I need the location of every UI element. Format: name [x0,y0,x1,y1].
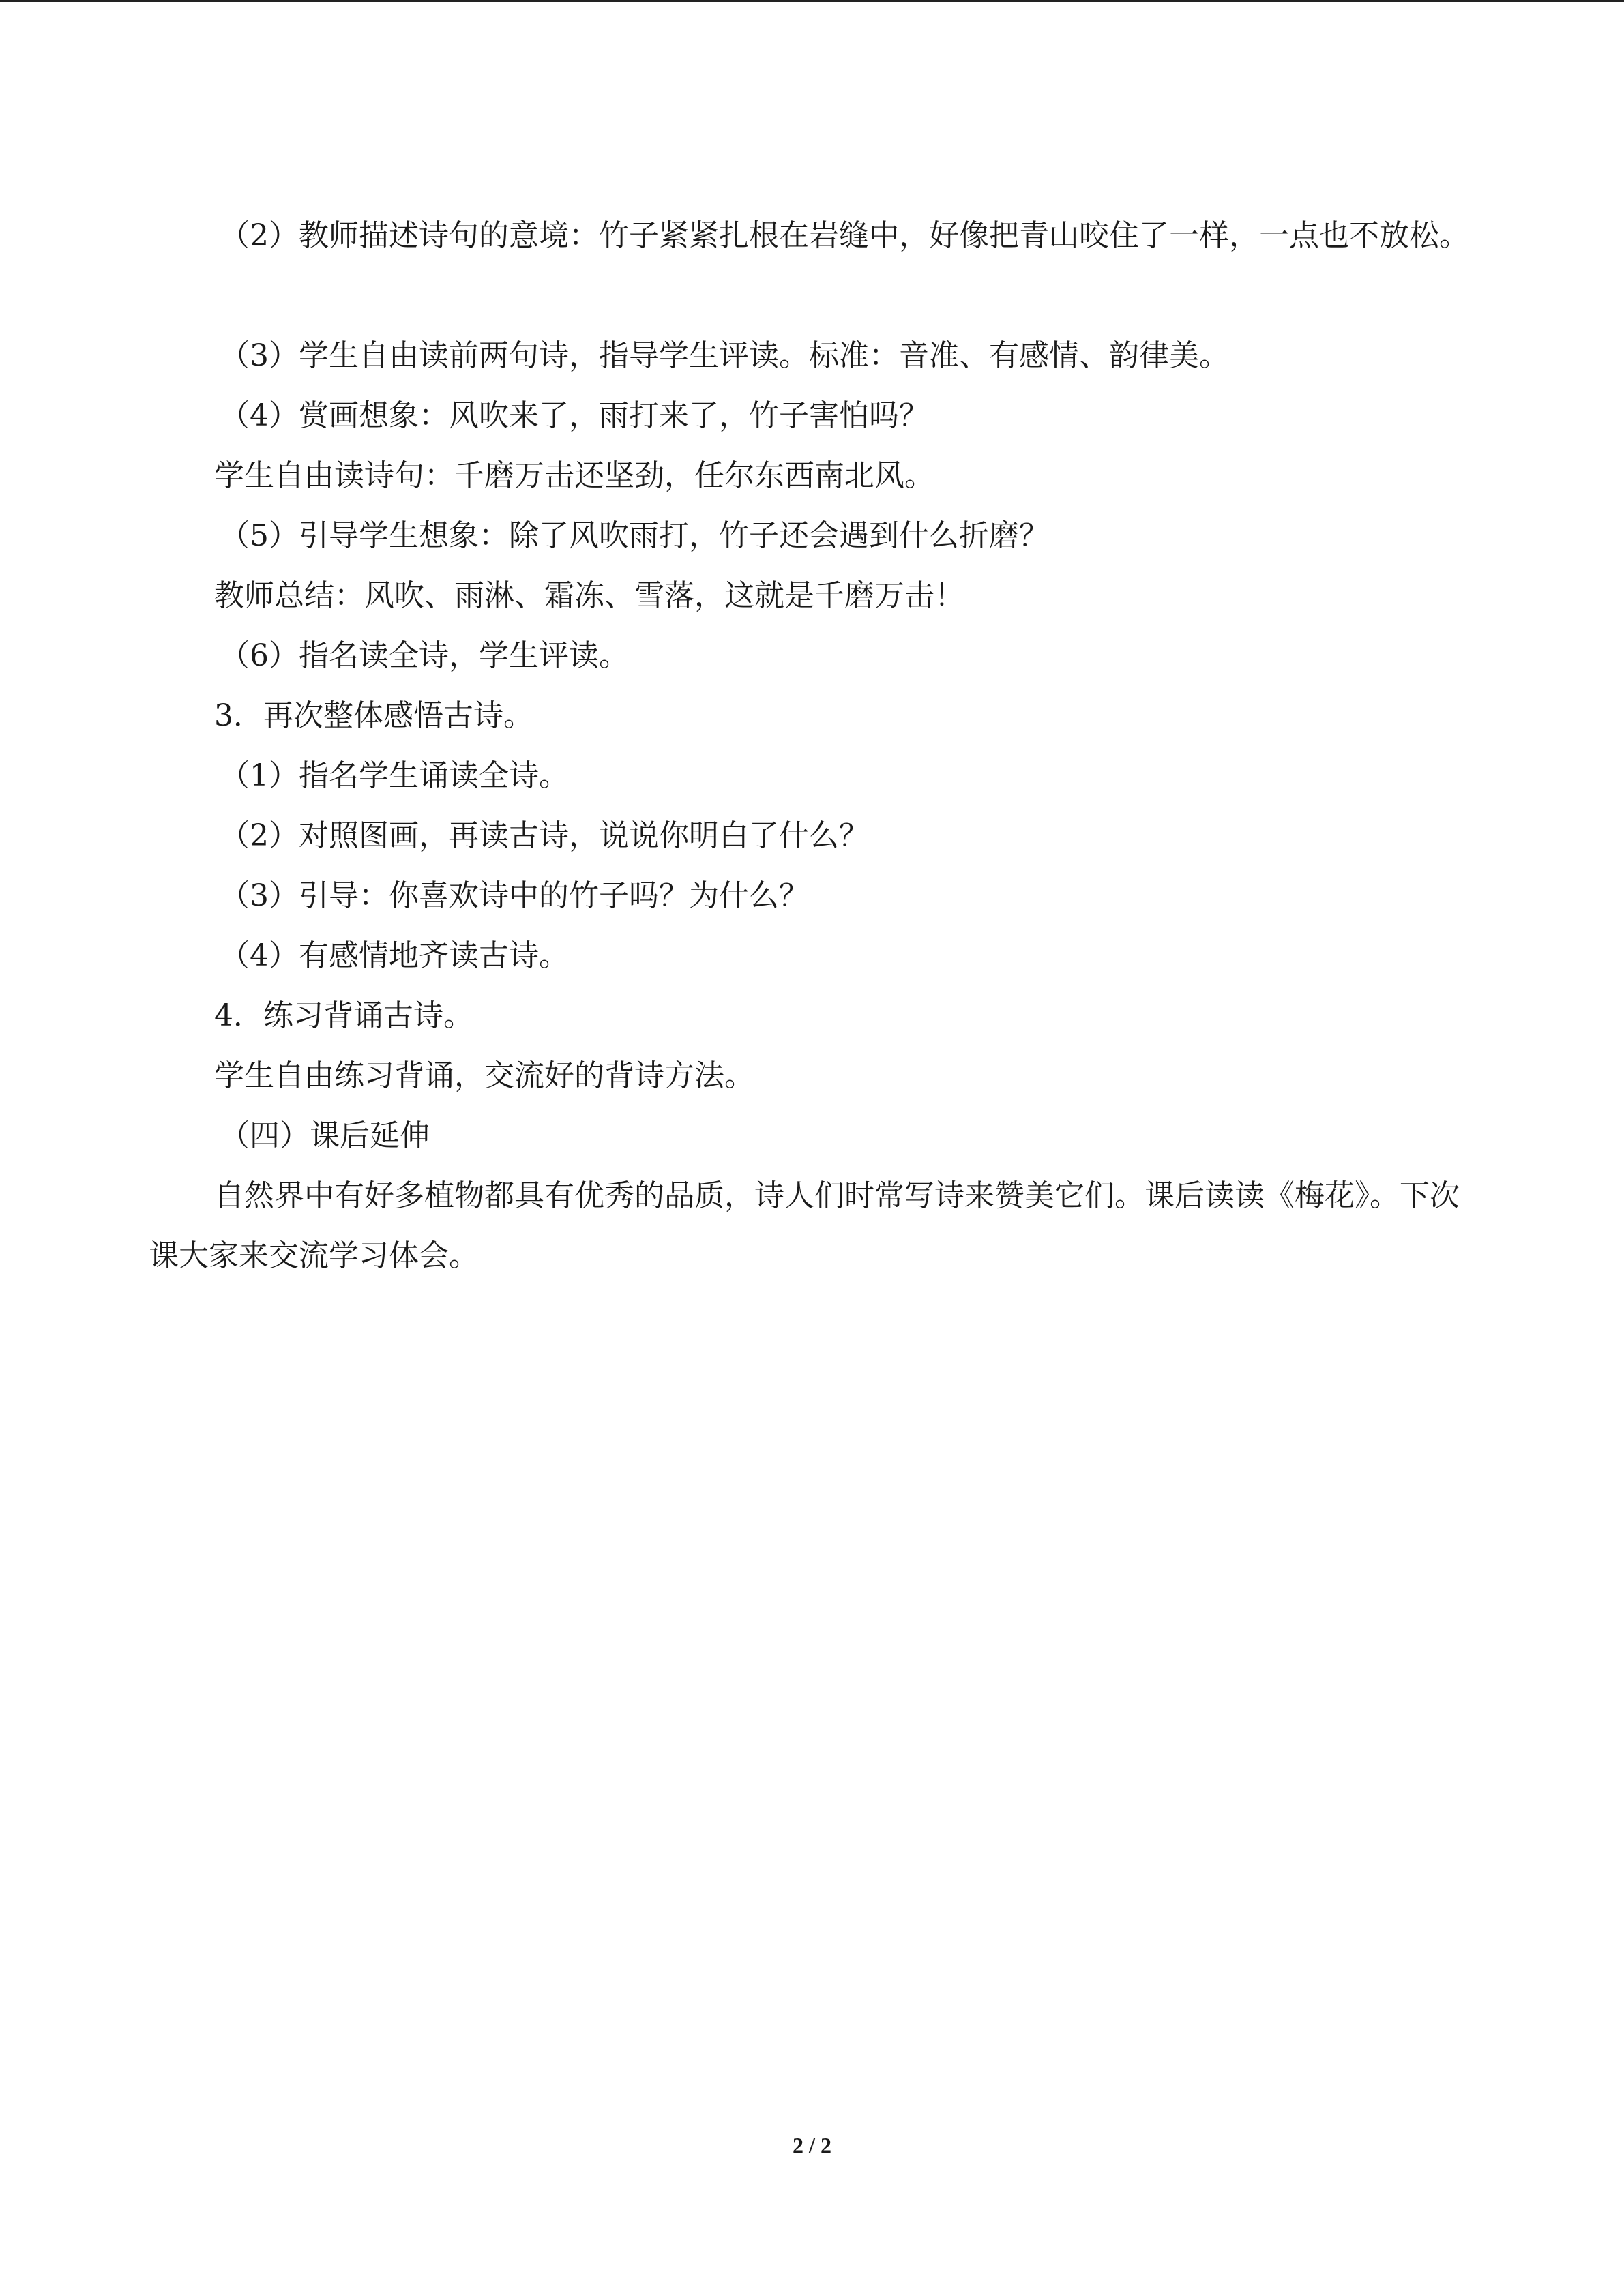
section-heading-extension: （四）课后延伸 [220,1118,430,1153]
top-border-line [0,0,1624,2]
paragraph-read-together: （4）有感情地齐读古诗。 [220,938,569,973]
paragraph-guide-question: （3）引导：你喜欢诗中的竹子吗？为什么？ [220,878,809,913]
section-heading-3: 3．再次整体感悟古诗。 [214,698,533,733]
section-heading-4: 4．练习背诵古诗。 [214,998,473,1033]
paragraph-student-reads-lines: 学生自由读诗句：千磨万击还坚劲，任尔东西南北风。 [214,458,934,493]
paragraph-after-class-extension: 自然界中有好多植物都具有优秀的品质，诗人们时常写诗来赞美它们。课后读读《梅花》。下次课大家来交流学习体会。 [149,1178,1460,1273]
page-number: 2 / 2 [793,2133,831,2158]
paragraph-student-reads-first-two-lines: （3）学生自由读前两句诗，指导学生评读。标准：音准、有感情、韵律美。 [220,338,1229,373]
paragraph-compare-picture: （2）对照图画，再读古诗，说说你明白了什么？ [220,818,869,853]
paragraph-guide-imagination: （5）引导学生想象：除了风吹雨打，竹子还会遇到什么折磨？ [220,518,1049,553]
paragraph-picture-imagination: （4）赏画想象：风吹来了，雨打来了，竹子害怕吗？ [220,398,929,433]
paragraph-recite-full-poem: （1）指名学生诵读全诗。 [220,758,569,793]
paragraph-free-practice: 学生自由练习背诵，交流好的背诗方法。 [214,1058,754,1093]
paragraph-teacher-describes-imagery: （2）教师描述诗句的意境：竹子紧紧扎根在岩缝中，好像把青山咬住了一样，一点也不放松。 [220,218,1469,253]
paragraph-named-reading: （6）指名读全诗，学生评读。 [220,638,629,673]
paragraph-teacher-summary: 教师总结：风吹、雨淋、霜冻、雪落，这就是千磨万击！ [214,578,964,613]
